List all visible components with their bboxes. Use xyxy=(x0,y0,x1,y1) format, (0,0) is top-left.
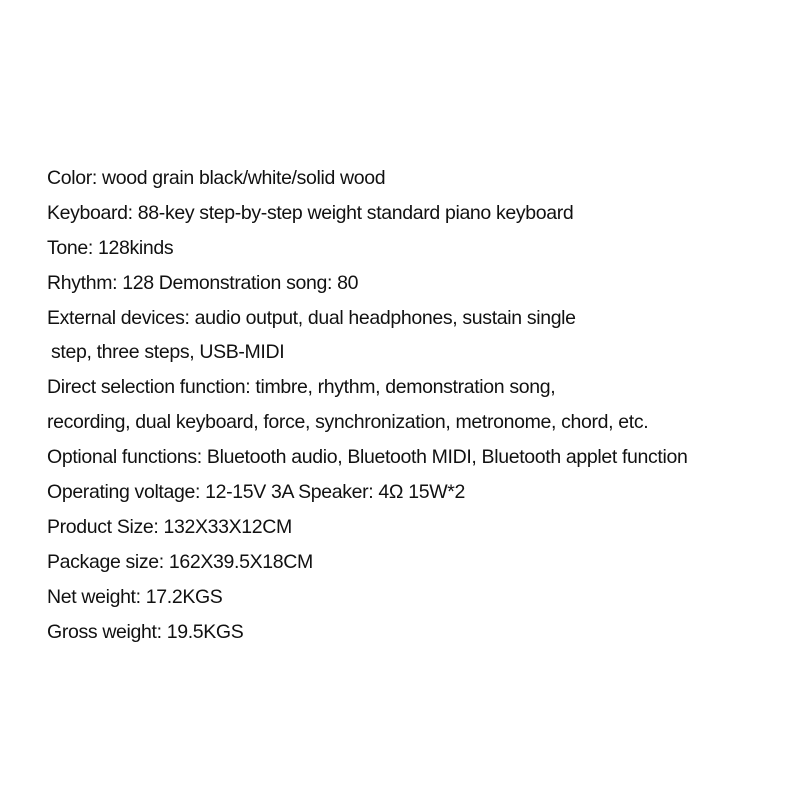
spec-voltage-speaker: Operating voltage: 12-15V 3A Speaker: 4Ω 15W*2 xyxy=(47,481,465,504)
spec-direct-selection: Direct selection function: timbre, rhythm, demonstration song, xyxy=(47,376,556,399)
spec-keyboard: Keyboard: 88-key step-by-step weight standard piano keyboard xyxy=(47,201,574,224)
spec-external-devices-continued: step, three steps, USB-MIDI xyxy=(51,341,285,364)
spec-external-devices: External devices: audio output, dual headphones, sustain single xyxy=(47,306,576,329)
spec-package-size: Package size: 162X39.5X18CM xyxy=(47,550,313,573)
spec-product-size: Product Size: 132X33X12CM xyxy=(47,515,292,538)
spec-optional-functions: Optional functions: Bluetooth audio, Bluetooth MIDI, Bluetooth applet function xyxy=(47,446,688,469)
spec-net-weight: Net weight: 17.2KGS xyxy=(47,585,223,608)
product-spec-list xyxy=(47,163,787,651)
spec-gross-weight: Gross weight: 19.5KGS xyxy=(47,620,244,643)
spec-rhythm-demo: Rhythm: 128 Demonstration song: 80 xyxy=(47,271,359,294)
spec-tone: Tone: 128kinds xyxy=(47,236,174,259)
spec-color: Color: wood grain black/white/solid wood xyxy=(47,167,386,189)
spec-direct-selection-continued: recording, dual keyboard, force, synchronization, metronome, chord, etc. xyxy=(47,411,649,434)
